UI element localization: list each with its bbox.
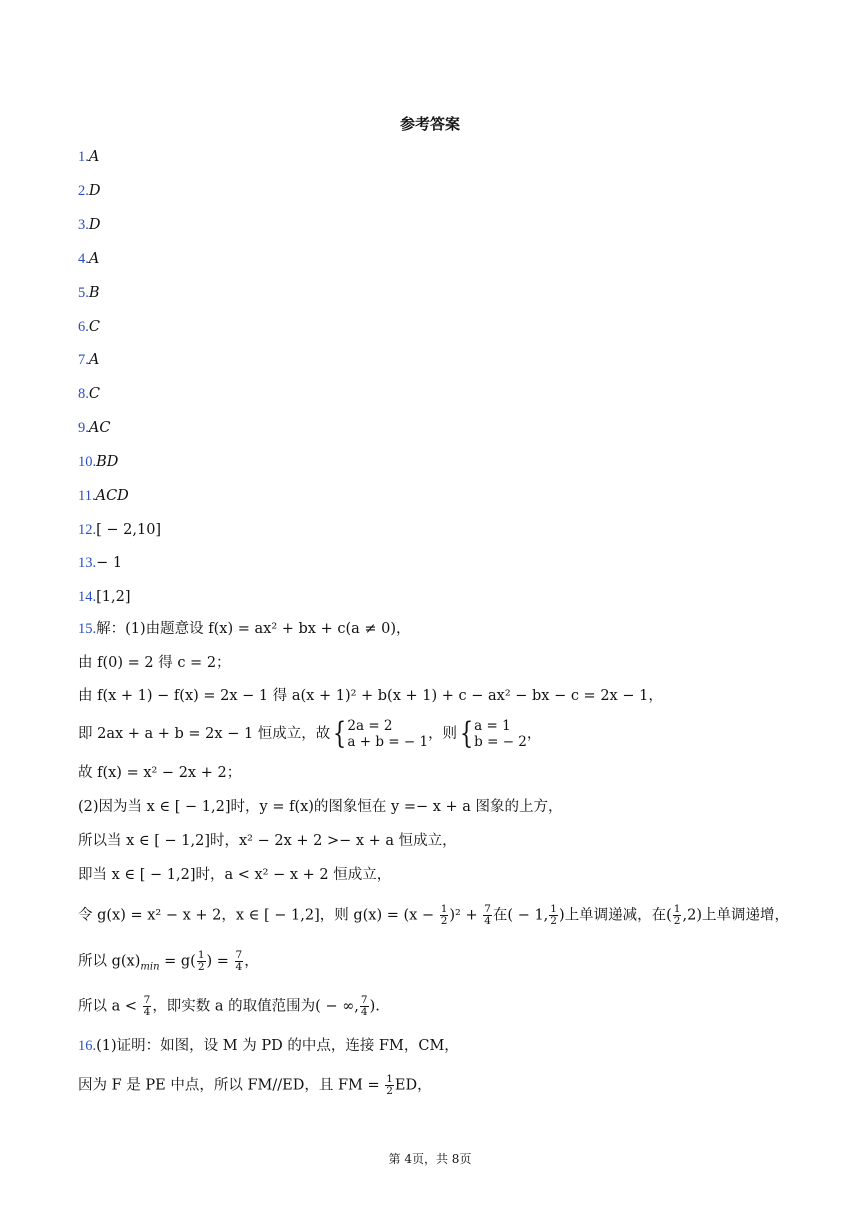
question-number: 14. <box>78 589 97 605</box>
answer-line <box>78 215 101 235</box>
question-number: 2. <box>78 183 89 199</box>
q16-line-2: 因为 F 是 PE 中点，所以 FM//ED，且 FM = $\frac{1}{2}$ ED， <box>78 1073 432 1097</box>
page-footer: 第 4页，共 8页 <box>388 1152 472 1166</box>
answer-value: C <box>88 386 100 402</box>
answer-line <box>78 350 99 370</box>
answer-line <box>78 486 129 506</box>
fraction-half: $\frac{1}{2}$ <box>550 903 557 927</box>
q15-line-2: 由 f(0) = 2 得 c = 2； <box>78 655 231 671</box>
answer-value: AC <box>88 420 111 436</box>
answer-value: B <box>88 285 100 301</box>
answer-value: [ − 2,10] <box>96 522 162 538</box>
q15-line-1: 15.解：(1)由题意设 f(x) = ax² + bx + c(a ≠ 0)， <box>78 621 411 637</box>
answer-line <box>78 249 99 269</box>
fraction-seven-fourths: $\frac{7}{4}$ <box>235 949 243 973</box>
q15-line-7: 所以当 x ∈ [ − 1,2]时，x² − 2x + 2 >− x + a 恒成立， <box>78 833 457 849</box>
question-number: 13. <box>78 555 97 571</box>
answer-line <box>78 418 110 438</box>
question-number: 11. <box>78 488 96 504</box>
answer-line <box>78 181 101 201</box>
answer-value: [1,2] <box>96 589 131 605</box>
question-number: 16. <box>78 1038 97 1054</box>
answer-line <box>78 452 118 472</box>
q15-line-8: 即当 x ∈ [ − 1,2]时，a < x² − x + 2 恒成立， <box>78 867 392 883</box>
q16-line-1: 16.(1)证明：如图，设 M 为 PD 的中点，连接 FM，CM， <box>78 1038 459 1054</box>
question-number: 10. <box>78 454 97 470</box>
equation-system-2: a = 1 b = − 2 <box>474 718 527 750</box>
answer-line <box>78 283 100 303</box>
answer-line <box>78 587 131 607</box>
q15-line-5: 故 f(x) = x² − 2x + 2； <box>78 765 242 781</box>
q15-line-6: (2)因为当 x ∈ [ − 1,2]时，y = f(x)的图象恒在 y =− x + a 图象的上方， <box>78 799 563 815</box>
answer-value: − 1 <box>96 555 123 571</box>
fraction-seven-fourths: $\frac{7}{4}$ <box>143 994 151 1018</box>
page-title: 参考答案 <box>399 115 460 133</box>
fraction-half: $\frac{1}{2}$ <box>197 949 205 973</box>
fraction-half: $\frac{1}{2}$ <box>386 1073 393 1097</box>
answer-value: A <box>88 352 100 368</box>
question-number: 4. <box>78 251 89 267</box>
question-number: 15. <box>78 621 97 637</box>
q15-line-11: 所以 a < $\frac{7}{4}$ ，即实数 a 的取值范围为( − ∞, $\frac{7}{4}$ ). <box>78 994 380 1018</box>
question-number: 9. <box>78 420 89 436</box>
question-number: 6. <box>78 319 89 335</box>
answer-value: D <box>88 183 101 199</box>
answer-line <box>78 553 122 573</box>
fraction-seven-fourths: $\frac{7}{4}$ <box>360 994 368 1018</box>
question-number: 12. <box>78 522 97 538</box>
q15-line-3: 由 f(x + 1) − f(x) = 2x − 1 得 a(x + 1)² + b(x + 1) + c − ax² − bx − c = 2x − 1， <box>78 688 663 704</box>
q15-line-10: 所以 $g(x)_{min} = g$( $\frac{1}{2}$ ) = $\frac{7}{4}$ ， <box>78 949 259 973</box>
question-number: 5. <box>78 285 89 301</box>
question-number: 7. <box>78 352 89 368</box>
equation-system-1: 2a = 2 a + b = − 1 <box>347 718 429 750</box>
answer-value: ACD <box>95 488 129 504</box>
q15-line-9: 令 g(x) = x² − x + 2，x ∈ [ − 1,2]，则 g(x) = (x − $\frac{1}{2}$ )² + $\frac{7}{4}$ 在( − 1, $\frac{1}{2}$ )上单调递减，在( $\frac{1}{2}$ ,2)上单调递增， <box>78 903 789 927</box>
answer-value: A <box>88 149 100 165</box>
fraction-half: $\frac{1}{2}$ <box>440 903 448 927</box>
answer-value: BD <box>96 454 119 470</box>
question-number: 1. <box>78 149 89 165</box>
answer-line <box>78 384 100 404</box>
answer-value: D <box>88 217 101 233</box>
answer-line <box>78 317 100 337</box>
fraction-seven-fourths: $\frac{7}{4}$ <box>484 903 491 927</box>
question-number: 8. <box>78 386 89 402</box>
answer-value: A <box>88 251 100 267</box>
question-number: 3. <box>78 217 89 233</box>
fraction-half: $\frac{1}{2}$ <box>673 903 681 927</box>
answer-line <box>78 147 99 167</box>
answer-line <box>78 520 161 540</box>
q15-line-4: 即 2ax + a + b = 2x − 1 恒成立，故{ 2a = 2 a + b = − 1 ，则{ a = 1 b = − 2 ， <box>78 716 542 751</box>
answer-value: C <box>88 319 100 335</box>
